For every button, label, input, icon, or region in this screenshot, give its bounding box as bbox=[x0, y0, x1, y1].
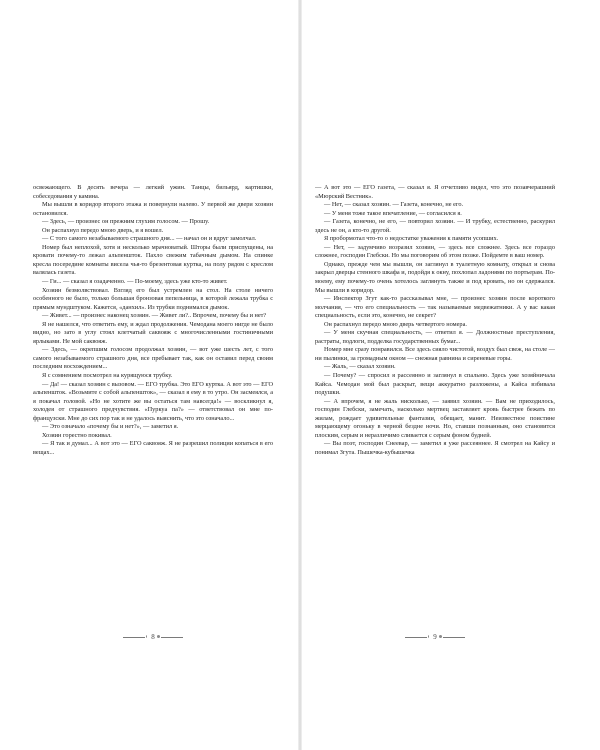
paragraph: Хозяин безмолвствовал. Взгляд его был устремлен на стол. На столе ничего особенного не было, только большая бронзовая пепельница, в которой лежала трубка с прямым мундштуком. Кажется, «данхил». Из трубки поднимался дымок. bbox=[33, 286, 273, 311]
paragraph: Я не нашелся, что ответить ему, и ждал продолжения. Чемодана моего нигде не было видно, но зато в углу стоял клетчатый саквояж с многочисленными гостиничными ярлыками. Не мой саквояж. bbox=[33, 320, 273, 345]
paragraph: — Да! — сказал хозяин с вызовом. — ЕГО трубка. Это ЕГО куртка. А вот это — ЕГО альпеншток. «Возьмите с собой альпеншток», — сказал я ему в то утро. Он засмеялся, а я покачал головой. «Но не хотите же вы остаться там навсегда!» — воскликнул я, холодея от страшного предчувствия. «Пуркуа па?» — ответствовал он мне по-французски. Мне до сих пор так и не удалось выяснить, что это означало... bbox=[33, 380, 273, 422]
paragraph: — Нет, — задумчиво возразил хозяин, — здесь все сложнее. Здесь все гораздо сложнее, господин Глебски. Но мы поговорим об этом позже. Пойдемте в ваш номер. bbox=[315, 243, 555, 260]
right-page-number: 9 bbox=[429, 633, 441, 641]
right-page-folio bbox=[405, 630, 465, 644]
paragraph: — Живет... — произнес наконец хозяин. — Живет ли?.. Впрочем, почему бы и нет? bbox=[42, 312, 267, 320]
left-page-text bbox=[33, 184, 273, 600]
paragraph: Он распахнул передо мною дверь четвертого номера. bbox=[324, 320, 467, 328]
paragraph: — А вот это — ЕГО газета, — сказал я. Я отчетливо видел, что это позавчерашний «Мюрский Вестник». bbox=[315, 184, 555, 200]
folio-rule bbox=[123, 637, 145, 638]
paragraph: освежающего. В десять вечера — легкий ужин. Танцы, бильярд, картишки, собеседования у камина. bbox=[33, 184, 273, 200]
paragraph: — Почему? — спросил я рассеянно и заглянул в спальню. Здесь уже хозяйничала Кайса. Чемодан мой был раскрыт, вещи аккуратно разложены, а Кайса взбивала подушки. bbox=[315, 372, 555, 397]
paragraph: — Вы поэт, господин Снеевар, — заметил я уже рассеяннее. Я смотрел на Кайсу и понимал Згута. Пышечка-кубышечка bbox=[315, 440, 555, 456]
folio-ornament bbox=[439, 635, 442, 638]
paragraph: — У меня скучная специальность, — ответил я. — Должностные преступления, растраты, подлоги, подделка государственных бумаг... bbox=[315, 329, 555, 345]
folio-rule bbox=[405, 637, 427, 638]
paragraph: — С того самого незабываемого страшного дня... — начал он и вдруг замолчал. bbox=[42, 235, 257, 243]
paragraph: — Инспектор Згут как-то рассказывал мне, — произнес хозяин после короткого молчания, — что его специальность — так называемые медвежатники. А у вас какая специальность, если это, конечно, не секрет? bbox=[315, 295, 555, 320]
paragraph: Хозяин горестно покивал. bbox=[42, 431, 112, 439]
paragraph: — Ги... — сказал я озадаченно. — По-моему, здесь уже кто-то живет. bbox=[42, 278, 228, 286]
paragraph: — Нет, — сказал хозяин. — Газета, конечно, не его. bbox=[324, 201, 464, 209]
paragraph: — А впрочем, я не жаль нисколько, — заявил хозяин. — Вам не приходилось, господин Глебски, замечать, насколько мертвец заставляет кровь быстрее бежать по жилам, рождает удивительные фантазии, обещает, манит. Неизвестное поистине мерцающему огоньку в черной бездне ночи. Но, ставши познанным, оно становится плоским, серым и неразличимо сливается с серым фоном будней. bbox=[315, 397, 555, 439]
paragraph: — Я так и думал... А вот это — ЕГО саквояж. Я не разрешил полиции копаться в его вещах... bbox=[33, 440, 273, 456]
paragraph: Мы вышли в коридор второго этажа и повернули налево. У первой же двери хозяин остановился. bbox=[33, 201, 273, 217]
book-gutter bbox=[298, 0, 302, 750]
right-page-text bbox=[315, 184, 555, 600]
paragraph: — У меня тоже такое впечатление, — согласился я. bbox=[324, 209, 462, 217]
paragraph: Он распахнул передо мною дверь, и я вошел. bbox=[42, 226, 164, 234]
paragraph: Номер был неплохой, хотя и несколько мрачноватый. Шторы были приспущены, на кровати почему-то лежал альпеншток. Пахло свежим табачным дымом. На спинке кресла посередине комнаты висела чья-то брезентовая куртка, на полу рядом с креслом валялась газета. bbox=[33, 243, 273, 277]
paragraph: Я с сомнением посмотрел на курящуюся трубку. bbox=[42, 372, 173, 380]
folio-rule bbox=[161, 637, 183, 638]
folio-rule bbox=[443, 637, 465, 638]
paragraph: — Это означало «почему бы и нет?», — заметил я. bbox=[42, 423, 179, 431]
paragraph: — Газета, конечно, не его, — повторил хозяин. — И трубку, естественно, раскурил здесь не он, а кто-то другой. bbox=[315, 218, 555, 234]
left-page-number: 8 bbox=[147, 633, 159, 641]
paragraph: Однако, прежде чем мы вышли, он заглянул в туалетную комнату, открыл и снова закрыл дверцы стенного шкафа и, подойдя к окну, похлопал ладонями по портьерам. По-моему, ему почему-то очень хотелось заглянуть также и под кровать, но он сдержался. Мы вышли в коридор. bbox=[315, 260, 555, 294]
paragraph: Я пробормотал что-то о недостатке уважения к памяти усопших. bbox=[324, 235, 499, 243]
paragraph: — Жаль, — сказал хозяин. bbox=[324, 363, 396, 371]
paragraph: — Здесь, — окрепшим голосом продолжал хозяин, — вот уже шесть лет, с того самого незабываемого страшного дня, все пребывает так, как он оставил перед своим последним восхождением... bbox=[33, 346, 273, 371]
folio-ornament bbox=[157, 635, 160, 638]
left-page-folio bbox=[123, 630, 183, 644]
paragraph: — Здесь, — произнес он прежним глухим голосом. — Прошу. bbox=[42, 218, 210, 226]
paragraph: Номер мне сразу понравился. Все здесь сияло чистотой, воздух был свеж, на столе — ни пылинки, за громадным окном — снежная равнина и сиреневые горы. bbox=[315, 346, 555, 362]
